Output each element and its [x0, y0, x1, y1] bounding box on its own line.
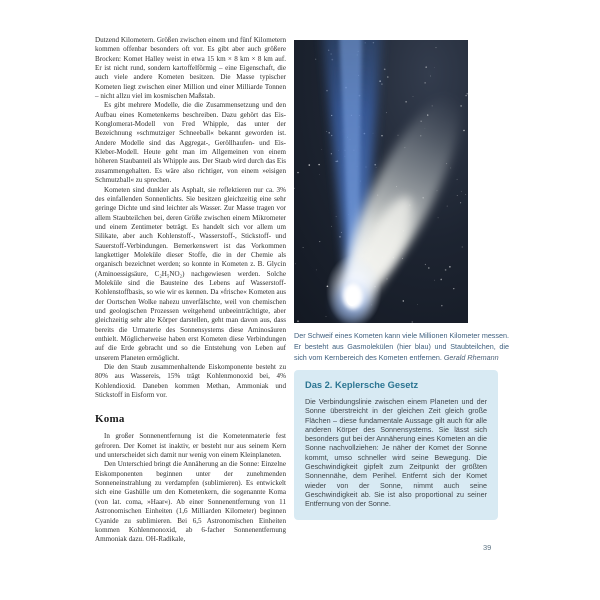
- body-text-column: [95, 36, 286, 545]
- caption-text: Der Schweif eines Kometen kann viele Millionen Kilometer messen. Er besteht aus Gasmolekülen (hier blau) und Staubteilchen, die sich vom Kernbereich des Kometen entfernen.: [294, 331, 509, 362]
- section-heading-koma: Koma: [95, 413, 125, 426]
- kepler-info-box: [294, 370, 498, 520]
- paragraph: Kometen sind dunkler als Asphalt, sie reflektieren nur ca. 3% des einfallenden Sonnenlichts. Sie besitzen gleichzeitig eine sehr geringe Dichte und sind leichter als Wasser. Zur Masse tragen vor allem Staubteilchen bei, deren Größe zwischen einem Mikrometer und einem Zentimeter beträgt. Es handelt sich vor allem um Silikate, aber auch Kohlenstoff-, Wasserstoff-, Stickstoff- und Sauerstoff-Verbindungen. Bemerkenswert ist das Vorkommen langkettiger Moleküle dieser Stoffe, die in der Chemie als organisch bezeichnet werden; so konnte in Kometen z. B. Glycin (Aminoessigsäure, C₂H₅NO₂) nachgewiesen werden. Solche Moleküle sind die Bausteine des Lebens auf Wasserstoff-Kohlenstoffbasis, so wie wir es kennen. Da »frische« Kometen aus der Oortschen Wolke nahezu unverfälschte, weil von chemischen und geologischen Prozessen weitgehend unbeeinträchtigte, aber gleichzeitig sehr alte Körper darstellen, geht man davon aus, dass bereits die Urmaterie des Sonnensystems diese Aminosäuren enthielt. Möglicherweise haben erst Kometen diese Verbindungen auf die Erde gebracht und so die Entstehung von Leben auf unserem Planeten ermöglicht.: [95, 185, 286, 362]
- paragraph: Dutzend Kilometern. Größen zwischen einem und fünf Kilometern kommen offenbar besonders oft vor. Es gibt aber auch größere Brocken: Komet Halley weist in etwa 15 km × 8 km × 8 km auf. Er ist nicht rund, sondern kartoffelförmig – eine Eigenschaft, die auch viele andere Kometen besitzen. Die Masse typischer Kometen liegt zwischen einer Million und einer Milliarde Tonnen – nicht allzu viel im kosmischen Maßstab.: [95, 36, 286, 101]
- page-number: 39: [483, 543, 492, 552]
- caption-credit: Gerald Rhemann: [443, 352, 499, 362]
- paragraph: Es gibt mehrere Modelle, die die Zusammensetzung und den Aufbau eines Kometenkerns beschreiben. Dazu gehört das Eis-Konglomerat-Modell von Fred Whipple, das unter der Bezeichnung »schmutziger Schneeball« bekannt geworden ist. Andere Modelle sind das Aggregat-, Geröllhaufen- und Eis-Kleber-Modell. Heute geht man im Allgemeinen von einem höheren Staubanteil als Whipple aus. Der Staub wird durch das Eis zusammengehalten. Es wäre also richtiger, von einem »eisigen Schmutzball« zu sprechen.: [95, 101, 286, 185]
- info-box-body: Die Verbindungslinie zwischen einem Planeten und der Sonne überstreicht in der gleichen Zeit gleich große Flächen – diese fundamentale Aussage gilt auch für alle anderen Körper des Sonnensystems. Sie lässt sich besonders gut bei der Annäherung eines Kometen an die Sonne nachvollziehen: Je näher der Komet der Sonne kommt, umso schneller wird seine Bewegung. Die Geschwindigkeit gipfelt zum Zeitpunkt der größten Sonnennähe, dem Perihel. Entfernt sich der Komet wieder von der Sonne, nimmt auch seine Geschwindigkeit ab. Sie ist also proportional zu seiner Entfernung von der Sonne.: [305, 397, 487, 509]
- info-box-title: Das 2. Keplersche Gesetz: [305, 380, 419, 390]
- photo-caption: [294, 331, 509, 363]
- comet-photo: [294, 40, 468, 323]
- nucleus-core: [347, 292, 358, 306]
- paragraph: Den Unterschied bringt die Annäherung an die Sonne: Einzelne Eiskomponenten beginnen unter der zunehmenden Sonneneinstrahlung zu verdampfen (sublimieren). Es entwickelt sich eine Gashülle um den Kometenkern, die sogenannte Koma (von lat. coma, »Haar«). Ab einer Sonnenentfernung von 11 Astronomischen Einheiten (1,6 Milliarden Kilometer) beginnen Cyanide zu sublimieren. Bei 6,5 Astronomischen Einheiten kommen Kohlenmonoxid, ab 6-facher Sonnenentfernung Ammoniak dazu. OH-Radikale,: [95, 460, 286, 544]
- paragraph: In großer Sonnenentfernung ist die Kometenmaterie fest gefroren. Der Komet ist inaktiv, er besteht nur aus seinem Kern und unterscheidet sich damit nur wenig von einem Kleinplaneten.: [95, 432, 286, 460]
- paragraph: Die den Staub zusammenhaltende Eiskomponente besteht zu 80% aus Wassereis, 15% trägt Kohlenmonoxid bei, 4% Kohlendioxid. Daneben kommen Methan, Ammoniak und Stickstoff in Eisform vor.: [95, 363, 286, 400]
